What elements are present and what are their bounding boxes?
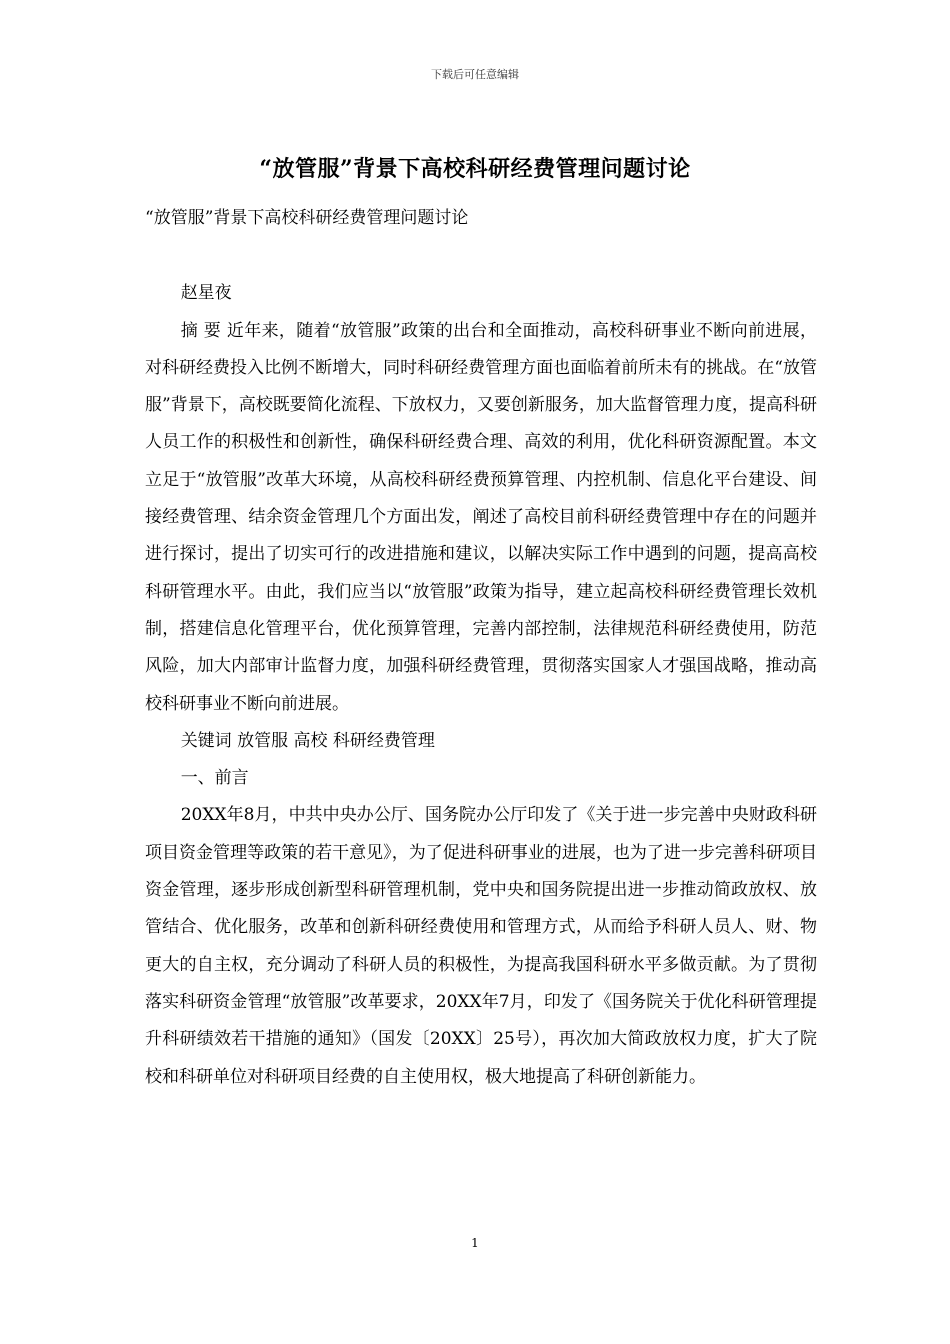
section-heading: 一、前言 <box>180 768 249 789</box>
header-note: 下载后可任意编辑 <box>431 68 519 81</box>
keywords-line: 关键词 放管服 高校 科研经费管理 <box>180 730 435 751</box>
document-title: “放管服”背景下高校科研经费管理问题讨论 <box>259 156 691 182</box>
document-subtitle: “放管服”背景下高校科研经费管理问题讨论 <box>145 208 469 228</box>
abstract-paragraph: 摘 要 近年来，随着“放管服”政策的出台和全面推动，高校科研事业不断向前进展，对科研经费投入比例不断增大，同时科研经费管理方面也面临着前所未有的挑战。在“放管服”背景下，高校既要简化流程、下放权力，又要创新服务，加大监督管理力度，提高科研人员工作的积极性和创新性，确保科研经费合理、高效的利用，优化科研资源配置。本文立足于“放管服”改革大环境，从高校科研经费预算管理、内控机制、信息化平台建设、间接经费管理、结余资金管理几个方面出发，阐述了高校目前科研经费管理中存在的问题并进行探讨，提出了切实可行的改进措施和建议，以解决实际工作中遇到的问题，提高高校科研管理水平。由此，我们应当以“放管服”政策为指导，建立起高校科研经费管理长效机制，搭建信息化管理平台，优化预算管理，完善内部控制，法律规范科研经费使用，防范风险，加大内部审计监督力度，加强科研经费管理，贯彻落实国家人才强国战略，推动高校科研事业不断向前进展。 <box>145 320 817 714</box>
spacer <box>145 237 817 275</box>
document-body <box>145 200 817 1096</box>
page-number: 1 <box>471 1236 479 1250</box>
author-name: 赵星夜 <box>180 283 232 304</box>
body-paragraph: 20XX年8月，中共中央办公厅、国务院办公厅印发了《关于进一步完善中央财政科研项目资金管理等政策的若干意见》，为了促进科研事业的进展，也为了进一步完善科研项目资金管理，逐步形成创新型科研管理机制，党中央和国务院提出进一步推动简政放权、放管结合、优化服务，改革和创新科研经费使用和管理方式，从而给予科研人员人、财、物更大的自主权，充分调动了科研人员的积极性，为提高我国科研水平多做贡献。为了贯彻落实科研资金管理“放管服”改革要求，20XX年7月，印发了《国务院关于优化科研管理提升科研绩效若干措施的通知》（国发〔20XX〕25号），再次加大简政放权力度，扩大了院校和科研单位对科研项目经费的自主使用权，极大地提高了科研创新能力。 <box>145 805 817 1087</box>
